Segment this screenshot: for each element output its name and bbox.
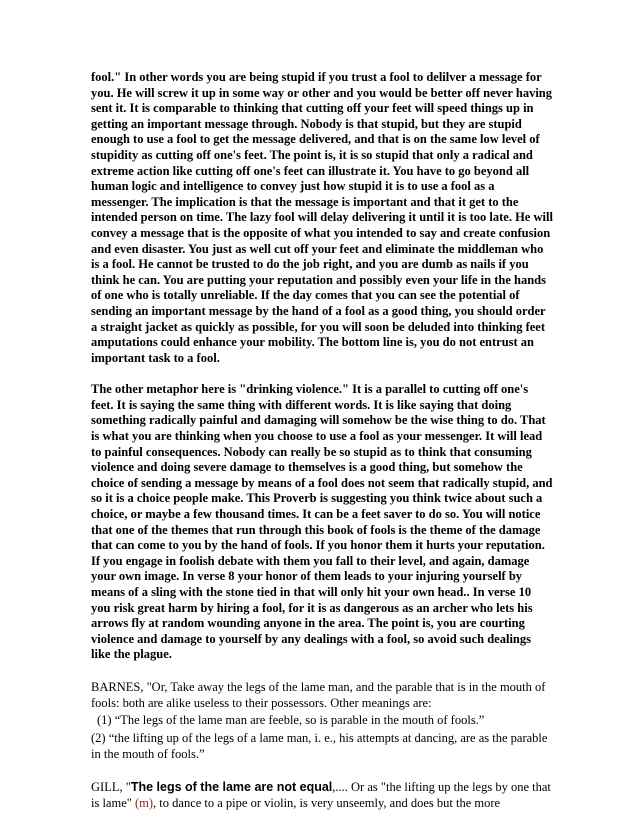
barnes-meaning-1: (1) “The legs of the lame man are feeble, so is parable in the mouth of fools.”	[97, 712, 485, 727]
gill-prefix: GILL, "	[91, 779, 131, 794]
gill-commentary	[91, 780, 553, 812]
gill-verse-heading: The legs of the lame are not equal	[130, 779, 333, 794]
gill-text-end: , to dance to a pipe or violin, is very unseemly, and does but the more	[153, 795, 501, 810]
paragraph-foolish-messenger: fool." In other words you are being stupid if you trust a fool to delilver a message for you. He will screw it up in some way or other and you would be better off never having sent it. It is comparable to thinking that cutting off your feet will speed things up in getting an important message through. Nobody is that stupid, but they are stupid enough to use a fool to get the message delivered, and that is on the same low level of stupidity as cutting off one's feet. The point is, it is so stupid that only a radical and extreme action like cutting off one's feet can illustrate it. You have to go beyond all human logic and intelligence to convey just how stupid it is to use a fool as a messenger. The implication is that the message is important and that it get to the intended person on time. The lazy fool will delay delivering it until it is too late. He will convey a message that is the opposite of what you intended to say and create confusion and even disaster. You just as well cut off your feet and eliminate the middleman who is a fool. He cannot be trusted to do the job right, and you are dumb as nails if you think he can. You are putting your reputation and possibly even your life in the hands of one who is totally unreliable. If the day comes that you can see the potential of sending an important message by the hand of a fool as a good thing, you should order a straight jacket as quickly as possible, for you will soon be deluded into thinking feet amputations could enhance your mobility. The bottom line is, you do not entrust an important task to a fool.	[91, 70, 553, 365]
gill-text: ,.... Or as "the lifting up the legs by one that is lame"	[91, 779, 551, 810]
barnes-commentary: BARNES, "Or, Take away the legs of the lame man, and the parable that is in the mouth of fools: both are alike useless to their possessors. Other meanings are:	[91, 679, 546, 710]
paragraph-drinking-violence: The other metaphor here is "drinking violence." It is a parallel to cutting off one's feet. It is saying the same thing with different words. It is like saying that doing something radically painful and damaging will somehow be the wise thing to do. That is what you are thinking when you choose to use a fool as your messenger. It will lead to painful consequences. Nobody can really be so stupid as to think that consuming violence and doing severe damage to themselves is a good thing, but somehow the choice of sending a message by means of a fool does not seem that radically stupid, and so it is a choice people make. This Proverb is suggesting you think twice about such a choice, or maybe a few thousand times. It can be a feet saver to do so. You will notice that one of the themes that run through this book of fools is the theme of the damage that can come to you by the hand of fools. If you honor them it hurts your reputation. If you engage in foolish debate with them you fall to their level, and again, damage your own image. In verse 8 your honor of them leads to your injuring yourself by means of a sling with the stone tied in that will only hit your own head.. In verse 10 you risk great harm by hiring a fool, for it is as dangerous as an archer who lets his arrows fly at random wounding anyone in the area. The point is, you are courting violence and damage to yourself by any dealings with a fool, so avoid such dealings like the plague.	[91, 382, 553, 662]
document-page	[91, 70, 553, 812]
footnote-reference-link[interactable]: (m)	[134, 795, 154, 810]
barnes-meaning-2: (2) “the lifting up of the legs of a lame man, i. e., his attempts at dancing, are as the parable in the mouth of fools.”	[91, 731, 548, 762]
